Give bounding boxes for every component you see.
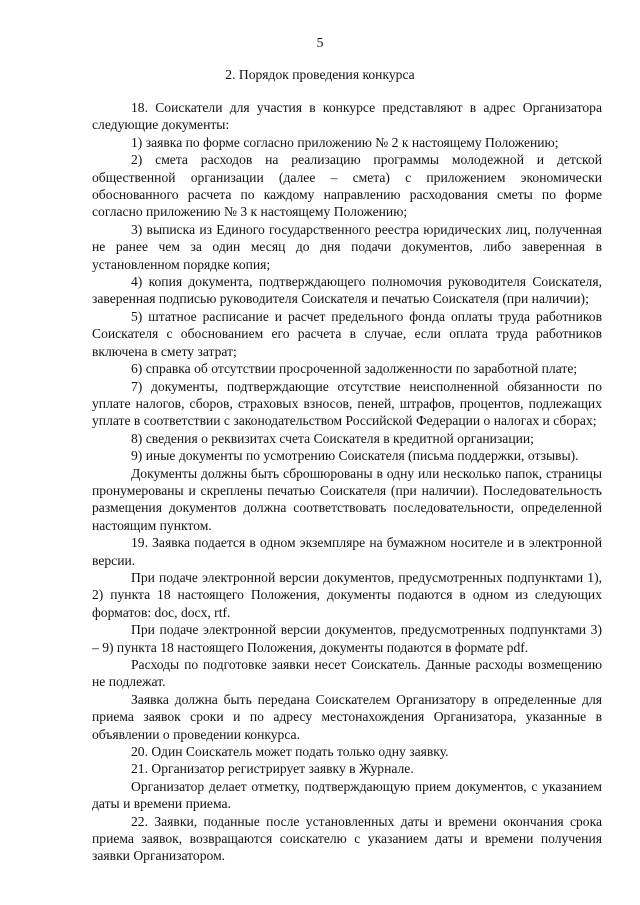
paragraph-22: 22. Заявки, поданные после установленных даты и времени окончания срока приема заявок, возвращаются соискателю с указанием даты и времени получения заявки Организатором. xyxy=(92,813,602,864)
list-item-8: 8) сведения о реквизитах счета Соискателя в кредитной организации; xyxy=(131,430,534,446)
paragraph-submission: Заявка должна быть передана Соискателем Организатору в определенные для приема заявок сроки и по адресу местонахождения Организатора, указанные в объявлении о проведении конкурса. xyxy=(92,691,602,742)
paragraph-binding: Документы должны быть сброшюрованы в одну или несколько папок, страницы пронумерованы и скреплены печатью Соискателя (при наличии). Последовательность размещения документов должна соответствовать последовательности, определенной настоящим пунктом. xyxy=(92,465,602,533)
document-body xyxy=(92,99,602,865)
list-item-3: 3) выписка из Единого государственного реестра юридических лиц, полученная не ранее чем за один месяц до дня подачи документов, либо заверенная в установленном порядке копия; xyxy=(92,221,602,272)
list-item-7: 7) документы, подтверждающие отсутствие неисполненной обязанности по уплате налогов, сборов, страховых взносов, пеней, штрафов, процентов, подлежащих уплате в соответствии с законодательством Российской Федерации о налогах и сборах; xyxy=(92,378,602,429)
list-item-1: 1) заявка по форме согласно приложению № 2 к настоящему Положению; xyxy=(131,134,559,150)
list-item-6: 6) справка об отсутствии просроченной задолженности по заработной плате; xyxy=(131,361,578,377)
list-item-5: 5) штатное расписание и расчет предельного фонда оплаты труда работников Соискателя с обоснованием его расчета в случае, если оплата труда работников включена в смету затрат; xyxy=(92,308,602,359)
list-item-4: 4) копия документа, подтверждающего полномочия руководителя Соискателя, заверенная подписью руководителя Соискателя и печатью Соискателя (при наличии); xyxy=(92,274,602,307)
paragraph-21: 21. Организатор регистрирует заявку в Журнале. xyxy=(131,761,414,777)
paragraph-19: 19. Заявка подается в одном экземпляре на бумажном носителе и в электронной версии. xyxy=(92,535,602,568)
list-item-9: 9) иные документы по усмотрению Соискателя (письма поддержки, отзывы). xyxy=(131,448,579,464)
paragraph-receipt-mark: Организатор делает отметку, подтверждающую прием документов, с указанием даты и времени приема. xyxy=(92,778,602,812)
paragraph-18: 18. Соискатели для участия в конкурсе представляют в адрес Организатора следующие документы: xyxy=(92,100,602,133)
page-number: 5 xyxy=(316,35,324,50)
paragraph-expenses: Расходы по подготовке заявки несет Соискатель. Данные расходы возмещению не подлежат. xyxy=(92,657,602,690)
section-title: 2. Порядок проведения конкурса xyxy=(225,67,415,82)
paragraph-formats-doc: При подаче электронной версии документов, предусмотренных подпунктами 1), 2) пункта 18 настоящего Положения, документы подаются в одном из следующих форматов: doc, docx, rtf. xyxy=(92,569,602,620)
list-item-2: 2) смета расходов на реализацию программы молодежной и детской общественной организации (далее – смета) с приложением экономически обоснованного расчета по каждому направлению расходования сметы по форме согласно приложению № 3 к настоящему Положению; xyxy=(92,152,602,220)
paragraph-formats-pdf: При подаче электронной версии документов, предусмотренных подпунктами 3) – 9) пункта 18 настоящего Положения, документы подаются в формате pdf. xyxy=(92,622,602,655)
paragraph-20: 20. Один Соискатель может подать только одну заявку. xyxy=(131,744,449,760)
